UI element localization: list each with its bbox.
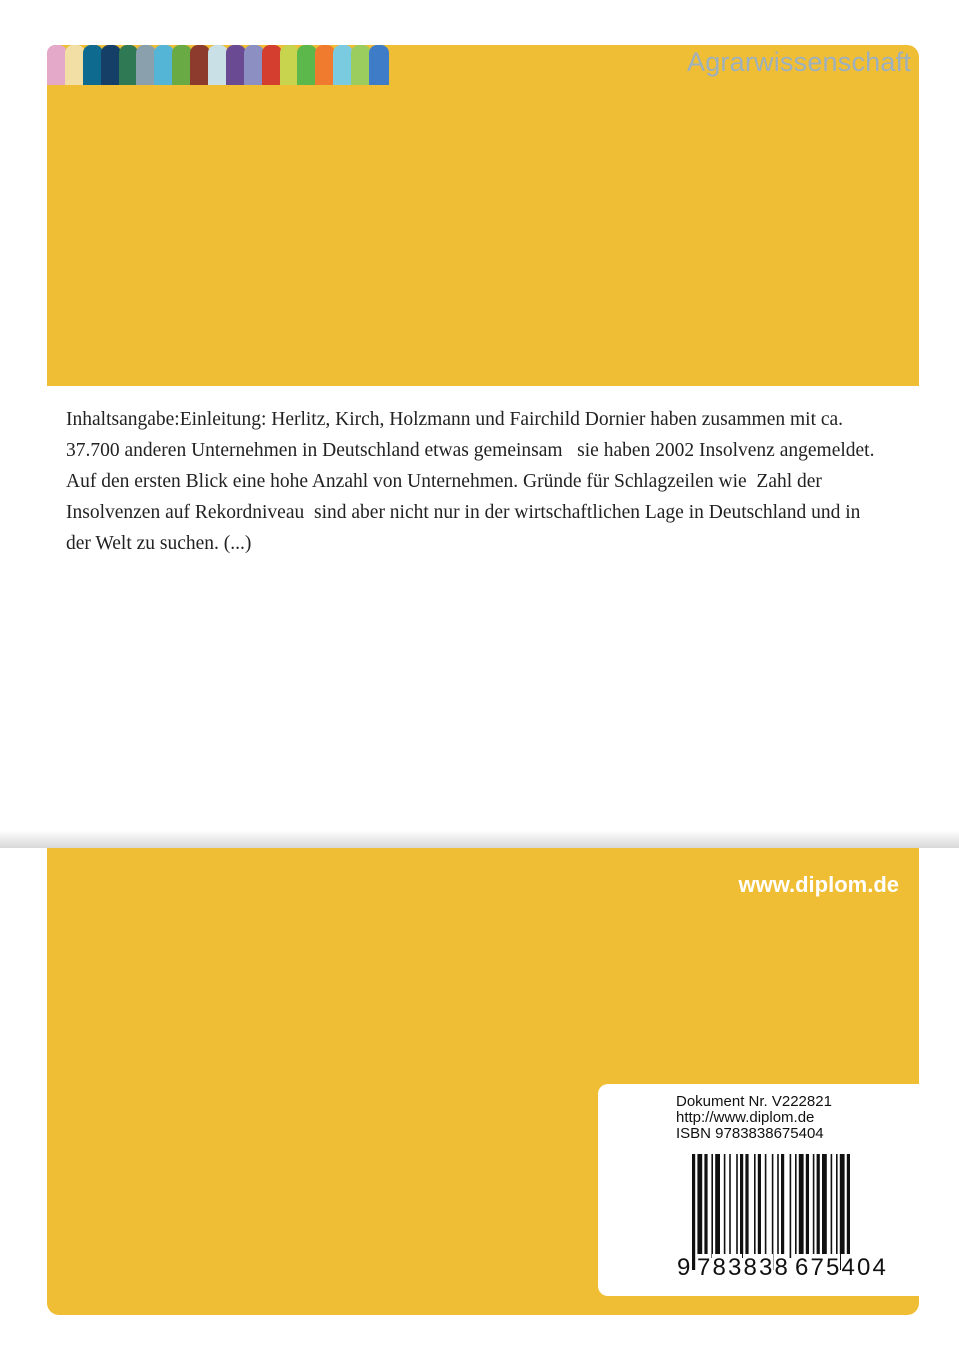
barcode-digit: 7	[810, 1254, 824, 1281]
barcode-bar	[740, 1154, 743, 1258]
barcode-bar	[795, 1154, 797, 1258]
barcode-digit: 8	[712, 1254, 726, 1281]
barcode-digit: 9	[677, 1254, 691, 1281]
barcode-bar	[822, 1154, 827, 1258]
category-title: Agrarwissenschaft	[687, 47, 911, 77]
color-stripe	[65, 45, 85, 85]
barcode-digits	[676, 1254, 906, 1290]
barcode-bar	[813, 1154, 815, 1258]
barcode-digit: 8	[774, 1254, 788, 1281]
barcode-bar	[806, 1154, 809, 1258]
publisher-website[interactable]: www.diplom.de	[738, 872, 899, 897]
barcode-digit: 5	[826, 1254, 840, 1281]
barcode-info	[676, 1094, 832, 1142]
barcode-bar	[715, 1154, 720, 1258]
barcode-bar	[745, 1154, 748, 1258]
barcode-bar	[711, 1154, 713, 1258]
barcode-bar	[790, 1154, 792, 1258]
color-stripe	[83, 45, 103, 85]
barcode-digit: 4	[872, 1254, 886, 1281]
barcode-bar	[772, 1154, 774, 1270]
color-stripe	[47, 45, 67, 85]
color-stripe	[208, 45, 228, 85]
barcode-bar	[840, 1154, 845, 1270]
barcode-label	[598, 1084, 919, 1296]
barcode-bar	[831, 1154, 833, 1258]
color-stripe	[244, 45, 264, 85]
barcode-bar	[704, 1154, 707, 1258]
barcode-bar	[836, 1154, 838, 1258]
barcode-bar	[799, 1154, 804, 1258]
document-number: Dokument Nr. V222821	[676, 1093, 832, 1110]
barcode-bar	[736, 1154, 738, 1258]
barcode-digit: 0	[857, 1254, 871, 1281]
barcode-bar	[697, 1154, 702, 1270]
barcode-bar	[692, 1154, 695, 1270]
barcode-digit: 3	[728, 1254, 742, 1281]
barcode-digit: 3	[759, 1254, 773, 1281]
cover-top-panel	[47, 45, 919, 386]
barcode-digit: 4	[841, 1254, 855, 1281]
barcode-bars	[692, 1154, 900, 1270]
barcode-bar	[777, 1154, 779, 1270]
color-stripe	[101, 45, 121, 85]
color-stripe	[369, 45, 389, 85]
barcode-bar	[765, 1154, 767, 1258]
barcode-bar	[754, 1154, 756, 1258]
book-blurb: Inhaltsangabe:Einleitung: Herlitz, Kirch, Holzmann und Fairchild Dornier haben zusammen mit ca. 37.700 anderen Unternehmen in Deutschland etwas gemeinsam sie haben 2002 Insolvenz angemeldet. Auf den ersten Blick eine hohe Anzahl von Unternehmen. Gründe für Schlagzeilen wie Zahl der Insolvenzen auf Rekordniveau sind aber nicht nur in der wirtschaftlichen Lage in Deutschland und in der Welt zu suchen. (...)	[66, 409, 879, 554]
panel-divider-shadow	[0, 830, 959, 848]
color-stripe	[226, 45, 246, 85]
barcode-digit: 6	[795, 1254, 809, 1281]
barcode-bar	[758, 1154, 761, 1258]
publisher-url: http://www.diplom.de	[676, 1109, 815, 1126]
color-stripe	[262, 45, 282, 85]
isbn-text: ISBN 9783838675404	[676, 1125, 824, 1142]
barcode-bar	[817, 1154, 820, 1258]
barcode-bar	[847, 1154, 850, 1270]
barcode-digit: 8	[743, 1254, 757, 1281]
barcode-digit: 7	[697, 1254, 711, 1281]
color-stripes	[47, 45, 387, 85]
barcode-bar	[781, 1154, 784, 1258]
barcode-bar	[729, 1154, 731, 1258]
barcode-bar	[724, 1154, 726, 1258]
